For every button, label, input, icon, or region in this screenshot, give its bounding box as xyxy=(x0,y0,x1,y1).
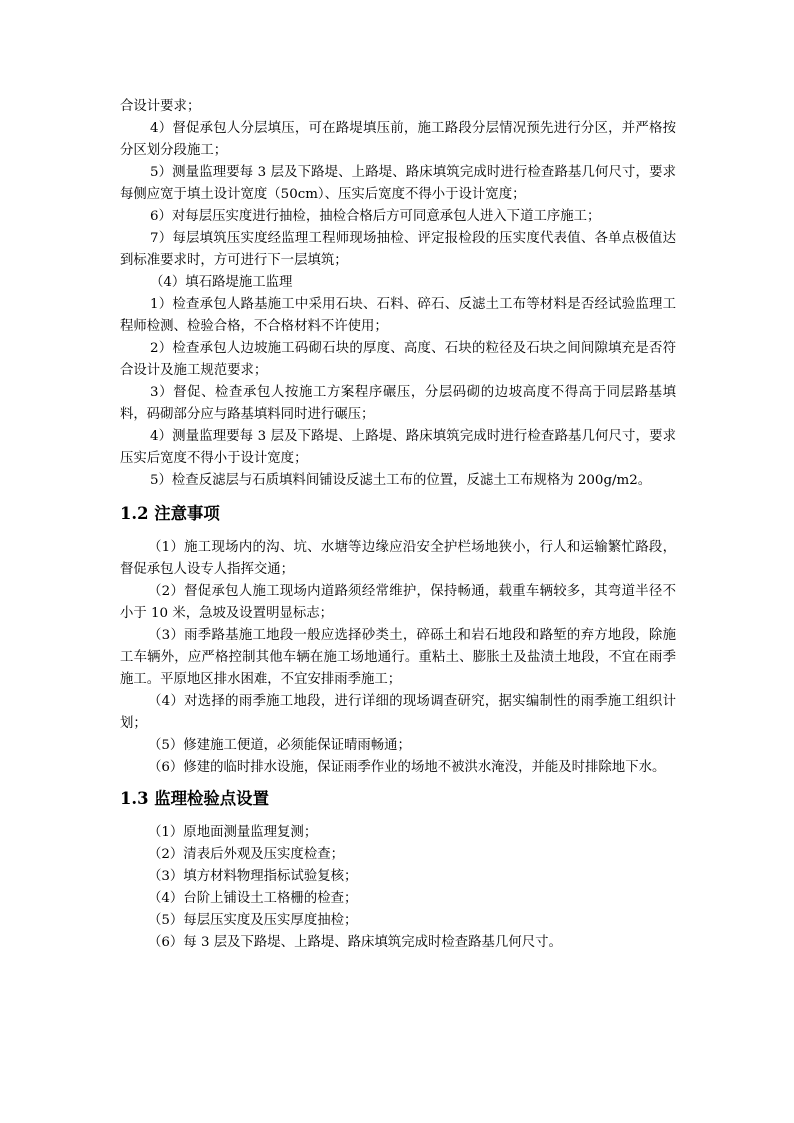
section-2-content xyxy=(120,537,676,779)
paragraph: 4）督促承包人分层填压，可在路堤填压前，施工路段分层情况预先进行分区，并严格按分区划分段施工； xyxy=(120,121,676,158)
paragraph: 1）检查承包人路基施工中采用石块、石料、碎石、反滤土工布等材料是否经试验监理工程师检测、检验合格，不合格材料不许使用； xyxy=(120,297,676,334)
section-heading-1-2: 1.2 注意事项 xyxy=(120,504,220,523)
document-body xyxy=(120,96,676,954)
paragraph: 7）每层填筑压实度经监理工程师现场抽检、评定报检段的压实度代表值、各单点极值达到标准要求时，方可进行下一层填筑； xyxy=(120,231,676,268)
list-item: （6）每 3 层及下路堤、上路堤、路床填筑完成时检查路基几何尺寸。 xyxy=(148,935,562,950)
paragraph: 合设计要求； xyxy=(120,99,201,114)
paragraph: 2）检查承包人边坡施工码砌石块的厚度、高度、石块的粒径及石块之间间隙填充是否符合设计及施工规范要求； xyxy=(120,341,676,378)
paragraph: 3）督促、检查承包人按施工方案程序碾压，分层码砌的边坡高度不得高于同层路基填料，码砌部分应与路基填料同时进行碾压； xyxy=(120,385,676,422)
paragraph: 5）检查反滤层与石质填料间铺设反滤土工布的位置，反滤土工布规格为 200g/m2。 xyxy=(150,473,652,488)
list-item: （3）填方材料物理指标试验复核； xyxy=(148,869,358,884)
section-heading-1-3: 1.3 监理检验点设置 xyxy=(120,789,269,808)
list-item: （4）台阶上铺设土工格栅的检查； xyxy=(148,891,358,906)
checkpoint-list xyxy=(120,822,676,954)
paragraph: 5）测量监理要每 3 层及下路堤、上路堤、路床填筑完成时进行检查路基几何尺寸，要求每侧应宽于填土设计宽度（50cm）、压实后宽度不得小于设计宽度； xyxy=(120,165,676,202)
list-item: （1）原地面测量监理复测； xyxy=(148,825,318,840)
section-1-content xyxy=(120,96,676,492)
list-item: （2）清表后外观及压实度检查； xyxy=(148,847,344,862)
paragraph: （2）督促承包人施工现场内道路须经常维护，保持畅通，载重车辆较多，其弯道半径不小于 10 米，急坡及设置明显标志； xyxy=(120,584,676,621)
subheading: （4）填石路堤施工监理 xyxy=(150,275,293,290)
paragraph: （1）施工现场内的沟、坑、水塘等边缘应沿安全护栏场地狭小，行人和运输繁忙路段，督促承包人设专人指挥交通； xyxy=(120,540,676,577)
paragraph: （5）修建施工便道，必须能保证晴雨畅通； xyxy=(148,738,411,753)
paragraph: （3）雨季路基施工地段一般应选择砂类土，碎砾土和岩石地段和路堑的弃方地段，除施工车辆外，应严格控制其他车辆在施工场地通行。重粘土、膨胀土及盐渍土地段，不宜在雨季施工。平原地区排水困难，不宜安排雨季施工； xyxy=(120,628,676,687)
paragraph: 4）测量监理要每 3 层及下路堤、上路堤、路床填筑完成时进行检查路基几何尺寸，要求压实后宽度不得小于设计宽度； xyxy=(120,429,676,466)
paragraph: （4）对选择的雨季施工地段，进行详细的现场调查研究，据实编制性的雨季施工组织计划； xyxy=(120,694,676,731)
paragraph: （6）修建的临时排水设施，保证雨季作业的场地不被洪水淹没，并能及时排除地下水。 xyxy=(148,760,666,775)
paragraph: 6）对每层压实度进行抽检，抽检合格后方可同意承包人进入下道工序施工； xyxy=(150,209,601,224)
list-item: （5）每层压实度及压实厚度抽检； xyxy=(148,913,358,928)
